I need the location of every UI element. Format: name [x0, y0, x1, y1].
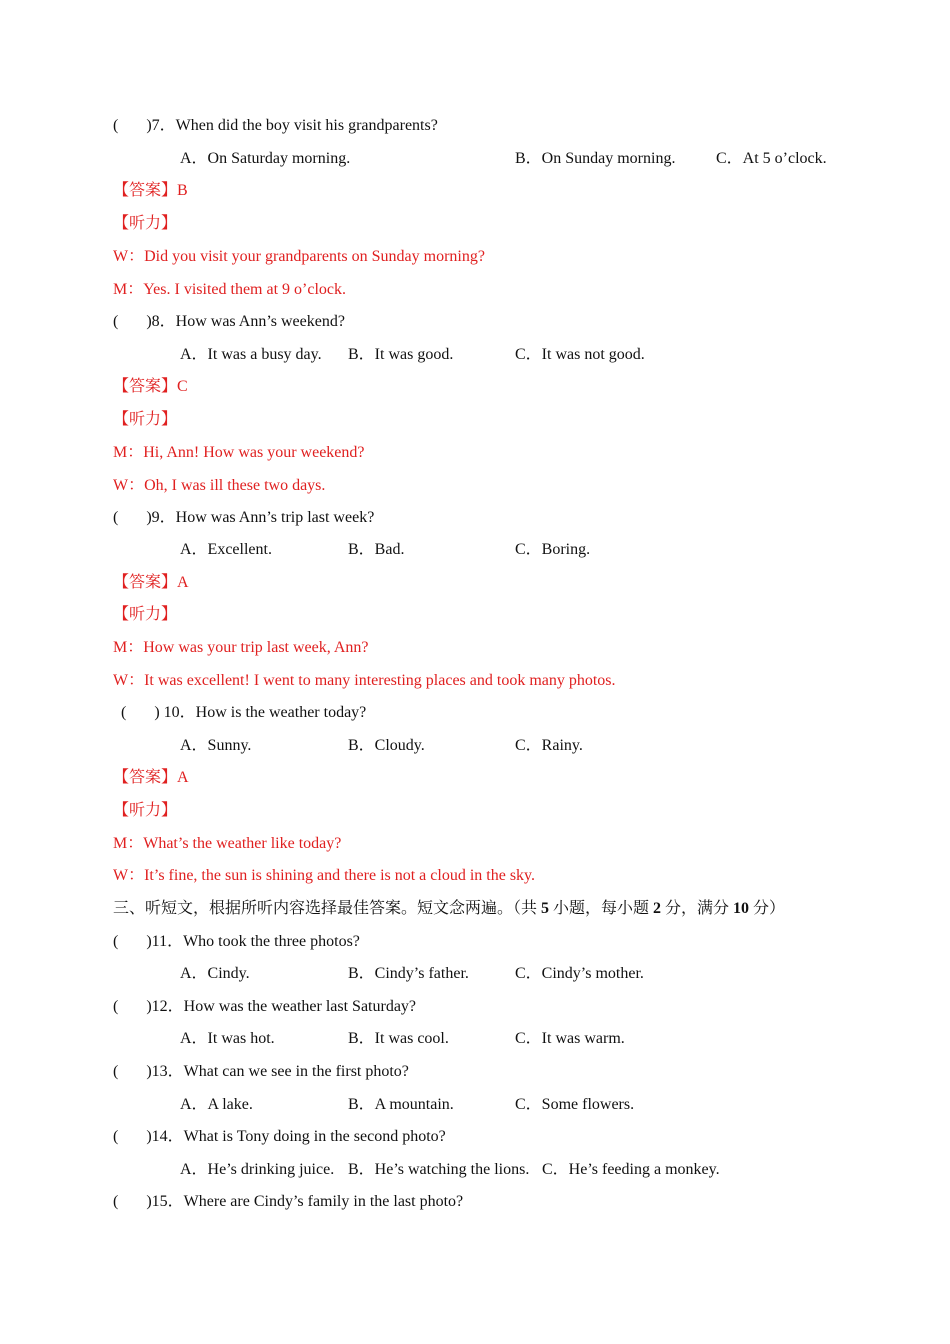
- question-13-option-c: C．Some flowers.: [515, 1096, 635, 1113]
- question-9-options: [0, 538, 950, 562]
- section-3-heading-part-1: 三、听短文，根据所听内容选择最佳答案。短文念两遍。（共: [113, 900, 538, 917]
- question-10-stem: ( ) 10．How is the weather today?: [121, 704, 367, 721]
- question-12-option-c: C．It was warm.: [515, 1030, 625, 1047]
- question-10-options: [0, 734, 950, 758]
- question-7-stem: ( )7．When did the boy visit his grandparents?: [113, 117, 438, 134]
- question-10-transcript-line-2: W：It’s fine, the sun is shining and there is not a cloud in the sky.: [113, 867, 536, 884]
- question-10-option-a: A．Sunny.: [180, 737, 252, 754]
- section-3-question-count: 5: [541, 900, 550, 917]
- section-3-heading: [113, 897, 785, 921]
- question-7-options: [0, 147, 950, 171]
- question-8-transcript-line-2: W：Oh, I was ill these two days.: [113, 477, 326, 494]
- question-8-option-c: C．It was not good.: [515, 346, 645, 363]
- question-8-listening-label: 【听力】: [113, 411, 178, 428]
- question-12-options: [0, 1027, 950, 1051]
- question-10-transcript-line-1: M：What’s the weather like today?: [113, 835, 342, 852]
- question-10-answer: 【答案】A: [113, 769, 189, 786]
- question-9-option-c: C．Boring.: [515, 541, 591, 558]
- question-14-option-c: C．He’s feeding a monkey.: [542, 1161, 720, 1178]
- question-9-listening-label: 【听力】: [113, 606, 178, 623]
- question-11-option-c: C．Cindy’s mother.: [515, 965, 644, 982]
- question-8-options: [0, 343, 950, 367]
- question-7-answer: 【答案】B: [113, 182, 188, 199]
- question-13-option-b: B．A mountain.: [348, 1096, 454, 1113]
- question-10-option-b: B．Cloudy.: [348, 737, 425, 754]
- question-13-option-a: A．A lake.: [180, 1096, 253, 1113]
- question-14-stem: ( )14．What is Tony doing in the second photo?: [113, 1128, 446, 1145]
- question-8-stem: ( )8．How was Ann’s weekend?: [113, 313, 345, 330]
- question-8-transcript-line-1: M：Hi, Ann! How was your weekend?: [113, 444, 365, 461]
- question-13-options: [0, 1093, 950, 1117]
- question-11-option-b: B．Cindy’s father.: [348, 965, 469, 982]
- question-8-option-a: A．It was a busy day.: [180, 346, 322, 363]
- question-14-options: [0, 1158, 950, 1182]
- question-11-options: [0, 962, 950, 986]
- question-9-transcript-line-2: W：It was excellent! I went to many interesting places and took many photos.: [113, 672, 616, 689]
- question-11-option-a: A．Cindy.: [180, 965, 250, 982]
- section-3-total-points: 10: [733, 900, 750, 917]
- question-7-listening-label: 【听力】: [113, 215, 178, 232]
- question-14-option-a: A．He’s drinking juice.: [180, 1161, 335, 1178]
- question-8-answer: 【答案】C: [113, 378, 188, 395]
- section-3-heading-part-2: 小题，每小题: [553, 900, 650, 917]
- section-3-points-each: 2: [653, 900, 662, 917]
- question-14-option-b: B．He’s watching the lions.: [348, 1161, 530, 1178]
- question-10-listening-label: 【听力】: [113, 802, 178, 819]
- question-12-option-a: A．It was hot.: [180, 1030, 275, 1047]
- section-3-heading-part-4: 分）: [753, 900, 786, 917]
- question-15-stem: ( )15．Where are Cindy’s family in the last photo?: [113, 1193, 464, 1210]
- question-13-stem: ( )13．What can we see in the first photo?: [113, 1063, 409, 1080]
- question-7-option-a: A．On Saturday morning.: [180, 150, 351, 167]
- question-9-stem: ( )9．How was Ann’s trip last week?: [113, 509, 375, 526]
- question-10-option-c: C．Rainy.: [515, 737, 583, 754]
- question-7-option-c: C．At 5 o’clock.: [716, 150, 827, 167]
- question-11-stem: ( )11．Who took the three photos?: [113, 933, 360, 950]
- question-9-transcript-line-1: M：How was your trip last week, Ann?: [113, 639, 369, 656]
- question-8-option-b: B．It was good.: [348, 346, 454, 363]
- question-9-answer: 【答案】A: [113, 574, 189, 591]
- section-3-heading-part-3: 分，满分: [665, 900, 730, 917]
- question-9-option-a: A．Excellent.: [180, 541, 272, 558]
- question-12-stem: ( )12．How was the weather last Saturday?: [113, 998, 417, 1015]
- question-7-transcript-line-2: M：Yes. I visited them at 9 o’clock.: [113, 281, 347, 298]
- question-9-option-b: B．Bad.: [348, 541, 405, 558]
- question-12-option-b: B．It was cool.: [348, 1030, 449, 1047]
- question-7-option-b: B．On Sunday morning.: [515, 150, 676, 167]
- question-7-transcript-line-1: W：Did you visit your grandparents on Sunday morning?: [113, 248, 485, 265]
